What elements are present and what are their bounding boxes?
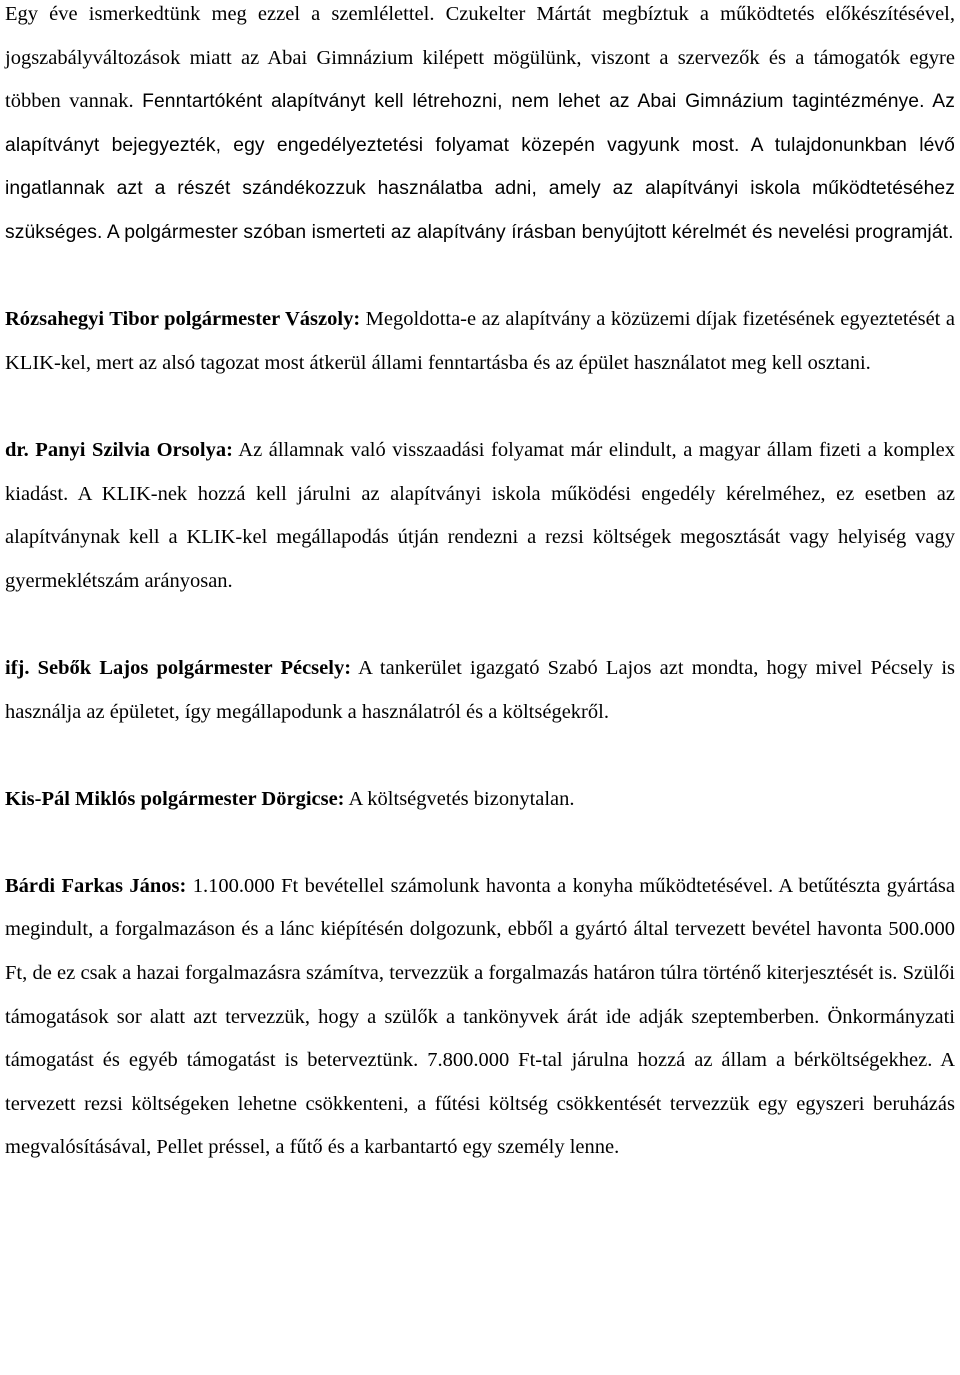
paragraph-bardi xyxy=(5,865,955,1170)
paragraph-gap xyxy=(5,821,955,865)
speech-text: A tankerület igazgató Szabó Lajos azt mondta, hogy mivel Pécsely is használja az épületet, így megállapodunk a használatról és a költségekről. xyxy=(5,656,956,723)
paragraph-kis-pal xyxy=(5,778,955,822)
speaker-name: Kis-Pál Miklós polgármester Dörgicse: xyxy=(5,787,345,810)
paragraph-intro xyxy=(5,0,955,255)
paragraph-sebok xyxy=(5,647,955,734)
paragraph-gap xyxy=(5,385,955,429)
speaker-name: Bárdi Farkas János: xyxy=(5,874,187,897)
speech-text: Az államnak való visszaadási folyamat már elindult, a magyar állam fizeti a komplex kiadást. A KLIK-nek hozzá kell járulni az alapítványi iskola működési engedély kérelméhez, ez esetben az alapítványnak kell a KLIK-kel megállapodás útján rendezni a rezsi költségek megosztását vagy helyiség vagy gyermeklétszám arányosan. xyxy=(5,438,955,592)
speaker-name: ifj. Sebők Lajos polgármester Pécsely: xyxy=(5,656,352,679)
speech-text: Megoldotta-e az alapítvány a közüzemi díjak fizetésének egyeztetését a KLIK-kel, mert az alsó tagozat most átkerül állami fenntartásba és az épület használatot meg kell osztani. xyxy=(5,308,955,374)
speaker-name: Rózsahegyi Tibor polgármester Vászoly: xyxy=(5,308,361,331)
document-page xyxy=(5,0,955,1170)
speech-text: 1.100.000 Ft bevétellel számolunk havonta a konyha működtetésével. A betűtészta gyártása megindult, a forgalmazáson és a lánc kiépítésén dolgozunk, ebből a gyártó által tervezett bevétel havonta 500.000 Ft, de ez csak a hazai forgalmazásra számítva, tervezzük a forgalmazás határon túlra történő kiterjesztését is. Szülői támogatások sor alatt azt tervezzük, hogy a szülők a tankönyvek árát ide adják szeptemberben. Önkormányzati támogatást és egyéb támogatást is beterveztünk. 7.800.000 Ft-tal járulna hozzá az állam a bérköltségekhez. A tervezett rezsi költségeken lehetne csökkenteni, a fűtési költség csökkentését tervezzük egy egyszeri beruházás megvalósításával, Pellet préssel, a fűtő és a karbantartó egy személy lenne. xyxy=(5,874,956,1159)
paragraph-rozsahegyi xyxy=(5,298,955,385)
paragraph-gap xyxy=(5,734,955,778)
speech-text: A költségvetés bizonytalan. xyxy=(344,787,575,810)
paragraph-gap xyxy=(5,603,955,647)
speaker-name: dr. Panyi Szilvia Orsolya: xyxy=(5,438,233,461)
intro-text-sans: Fenntartóként alapítványt kell létrehozni, nem lehet az Abai Gimnázium tagintézménye. Az alapítványt bejegyezték, egy engedélyeztetési folyamat közepén vagyunk most. A tulajdonunkban lévő ingatlannak azt a részét szándékozzuk használatba adni, amely az alapítványi iskola működtetéséhez szükséges. A polgármester szóban ismerteti az alapítvány írásban benyújtott kérelmét és nevelési programját. xyxy=(5,91,955,243)
paragraph-panyi xyxy=(5,429,955,603)
intro-text-serif: Egy éve ismerkedtünk meg ezzel a szemlélettel. Czukelter Mártát megbíztuk a működtetés előkészítésével, jogszabályváltozások miatt az Abai Gimnázium kilépett mögülünk, viszont a szervezők és a támogatók egyre többen vannak. xyxy=(5,3,955,113)
